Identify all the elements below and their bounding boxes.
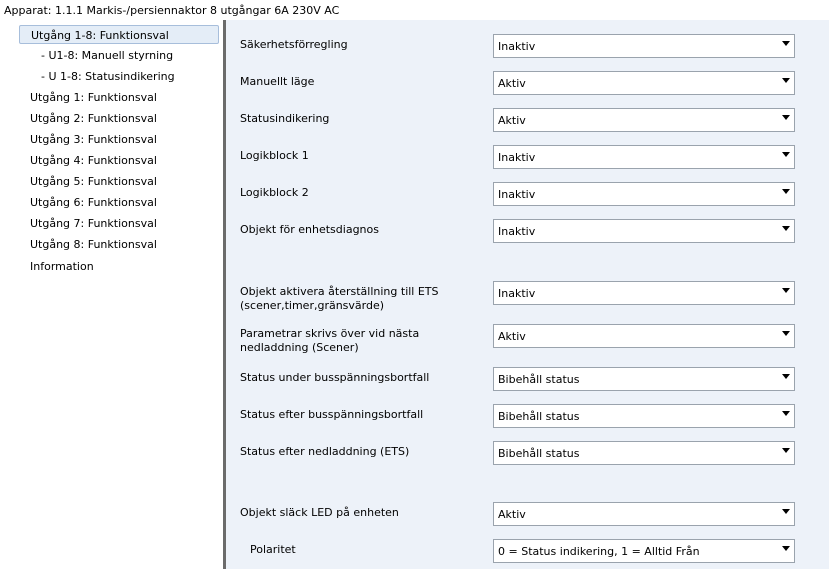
param-select-polarity[interactable]	[493, 539, 795, 563]
tree-item-status-indication[interactable]	[41, 67, 175, 86]
select-value: Aktiv	[498, 77, 526, 90]
tree-item-label: Utgång 2: Funktionsval	[30, 112, 157, 125]
chevron-down-icon	[782, 189, 790, 194]
select-value: Aktiv	[498, 330, 526, 343]
tree-item-manual-control[interactable]	[41, 46, 173, 65]
chevron-down-icon	[782, 152, 790, 157]
select-value: Bibehåll status	[498, 410, 580, 423]
param-label-reset-to-ets	[240, 285, 439, 313]
param-select-led-off-object[interactable]	[493, 502, 795, 526]
tree-item-output-3[interactable]	[30, 130, 157, 149]
select-value: Bibehåll status	[498, 373, 580, 386]
param-select-logic-block-1[interactable]	[493, 145, 795, 169]
tree-item-label: Utgång 1-8: Funktionsval	[31, 29, 169, 42]
select-value: Inaktiv	[498, 225, 536, 238]
tree-item-label: - U 1-8: Statusindikering	[41, 70, 175, 83]
param-label-line: Parametrar skrivs över vid nästa	[240, 327, 420, 340]
select-value: Aktiv	[498, 114, 526, 127]
param-label-line: (scener,timer,gränsvärde)	[240, 299, 385, 312]
chevron-down-icon	[782, 288, 790, 293]
param-select-status-indication[interactable]	[493, 108, 795, 132]
param-label-line: Objekt aktivera återställning till ETS	[240, 285, 439, 298]
tree-item-output-8[interactable]	[30, 235, 157, 254]
chevron-down-icon	[782, 411, 790, 416]
tree-item-label: Utgång 3: Funktionsval	[30, 133, 157, 146]
window-title-bar	[0, 0, 829, 20]
param-select-safety-interlock[interactable]	[493, 34, 795, 58]
chevron-down-icon	[782, 546, 790, 551]
param-label-logic-block-1: Logikblock 1	[240, 149, 309, 162]
param-label-led-off-object: Objekt släck LED på enheten	[240, 506, 399, 519]
param-label-status-after-bus-failure: Status efter busspänningsbortfall	[240, 408, 424, 421]
chevron-down-icon	[782, 509, 790, 514]
tree-item-information[interactable]	[30, 257, 94, 276]
window-title: Apparat: 1.1.1 Markis-/persiennaktor 8 utgångar 6A 230V AC	[4, 4, 340, 17]
param-select-status-after-bus-failure[interactable]	[493, 404, 795, 428]
chevron-down-icon	[782, 41, 790, 46]
tree-item-label: Utgång 6: Funktionsval	[30, 196, 157, 209]
tree-item-label: Utgång 5: Funktionsval	[30, 175, 157, 188]
param-select-status-during-bus-failure[interactable]	[493, 367, 795, 391]
param-label-logic-block-2: Logikblock 2	[240, 186, 309, 199]
select-value: Aktiv	[498, 508, 526, 521]
param-label-status-during-bus-failure: Status under busspänningsbortfall	[240, 371, 430, 384]
tree-item-output-6[interactable]	[30, 193, 157, 212]
param-select-device-diagnostics[interactable]	[493, 219, 795, 243]
chevron-down-icon	[782, 78, 790, 83]
tree-item-label: - U1-8: Manuell styrning	[41, 49, 174, 62]
select-value: Inaktiv	[498, 188, 536, 201]
select-value: Inaktiv	[498, 40, 536, 53]
tree-item-output-1[interactable]	[30, 88, 157, 107]
chevron-down-icon	[782, 331, 790, 336]
tree-item-output-5[interactable]	[30, 172, 157, 191]
tree-item-output-4[interactable]	[30, 151, 157, 170]
param-label-safety-interlock: Säkerhetsförregling	[240, 38, 348, 51]
param-select-manual-mode[interactable]	[493, 71, 795, 95]
param-select-status-after-download[interactable]	[493, 441, 795, 465]
tree-item-output-7[interactable]	[30, 214, 157, 233]
tree-item-label: Utgång 4: Funktionsval	[30, 154, 157, 167]
param-label-device-diagnostics: Objekt för enhetsdiagnos	[240, 223, 379, 236]
tree-item-label: Utgång 7: Funktionsval	[30, 217, 157, 230]
param-select-reset-to-ets[interactable]	[493, 281, 795, 305]
chevron-down-icon	[782, 448, 790, 453]
param-select-overwrite-parameters[interactable]	[493, 324, 795, 348]
param-label-polarity: Polaritet	[250, 543, 296, 556]
select-value: 0 = Status indikering, 1 = Alltid Från	[498, 545, 700, 558]
param-label-status-after-download: Status efter nedladdning (ETS)	[240, 445, 410, 458]
select-value: Inaktiv	[498, 287, 536, 300]
chevron-down-icon	[782, 374, 790, 379]
tree-item-output-1-8-function[interactable]	[19, 25, 219, 44]
chevron-down-icon	[782, 226, 790, 231]
param-label-manual-mode: Manuellt läge	[240, 75, 315, 88]
tree-item-label: Information	[30, 260, 94, 273]
tree-item-label: Utgång 1: Funktionsval	[30, 91, 157, 104]
tree-item-output-2[interactable]	[30, 109, 157, 128]
tree-item-label: Utgång 8: Funktionsval	[30, 238, 157, 251]
select-value: Bibehåll status	[498, 447, 580, 460]
param-select-logic-block-2[interactable]	[493, 182, 795, 206]
chevron-down-icon	[782, 115, 790, 120]
select-value: Inaktiv	[498, 151, 536, 164]
param-label-line: nedladdning (Scener)	[240, 341, 359, 354]
param-label-overwrite-parameters	[240, 327, 419, 355]
param-label-status-indication: Statusindikering	[240, 112, 330, 125]
